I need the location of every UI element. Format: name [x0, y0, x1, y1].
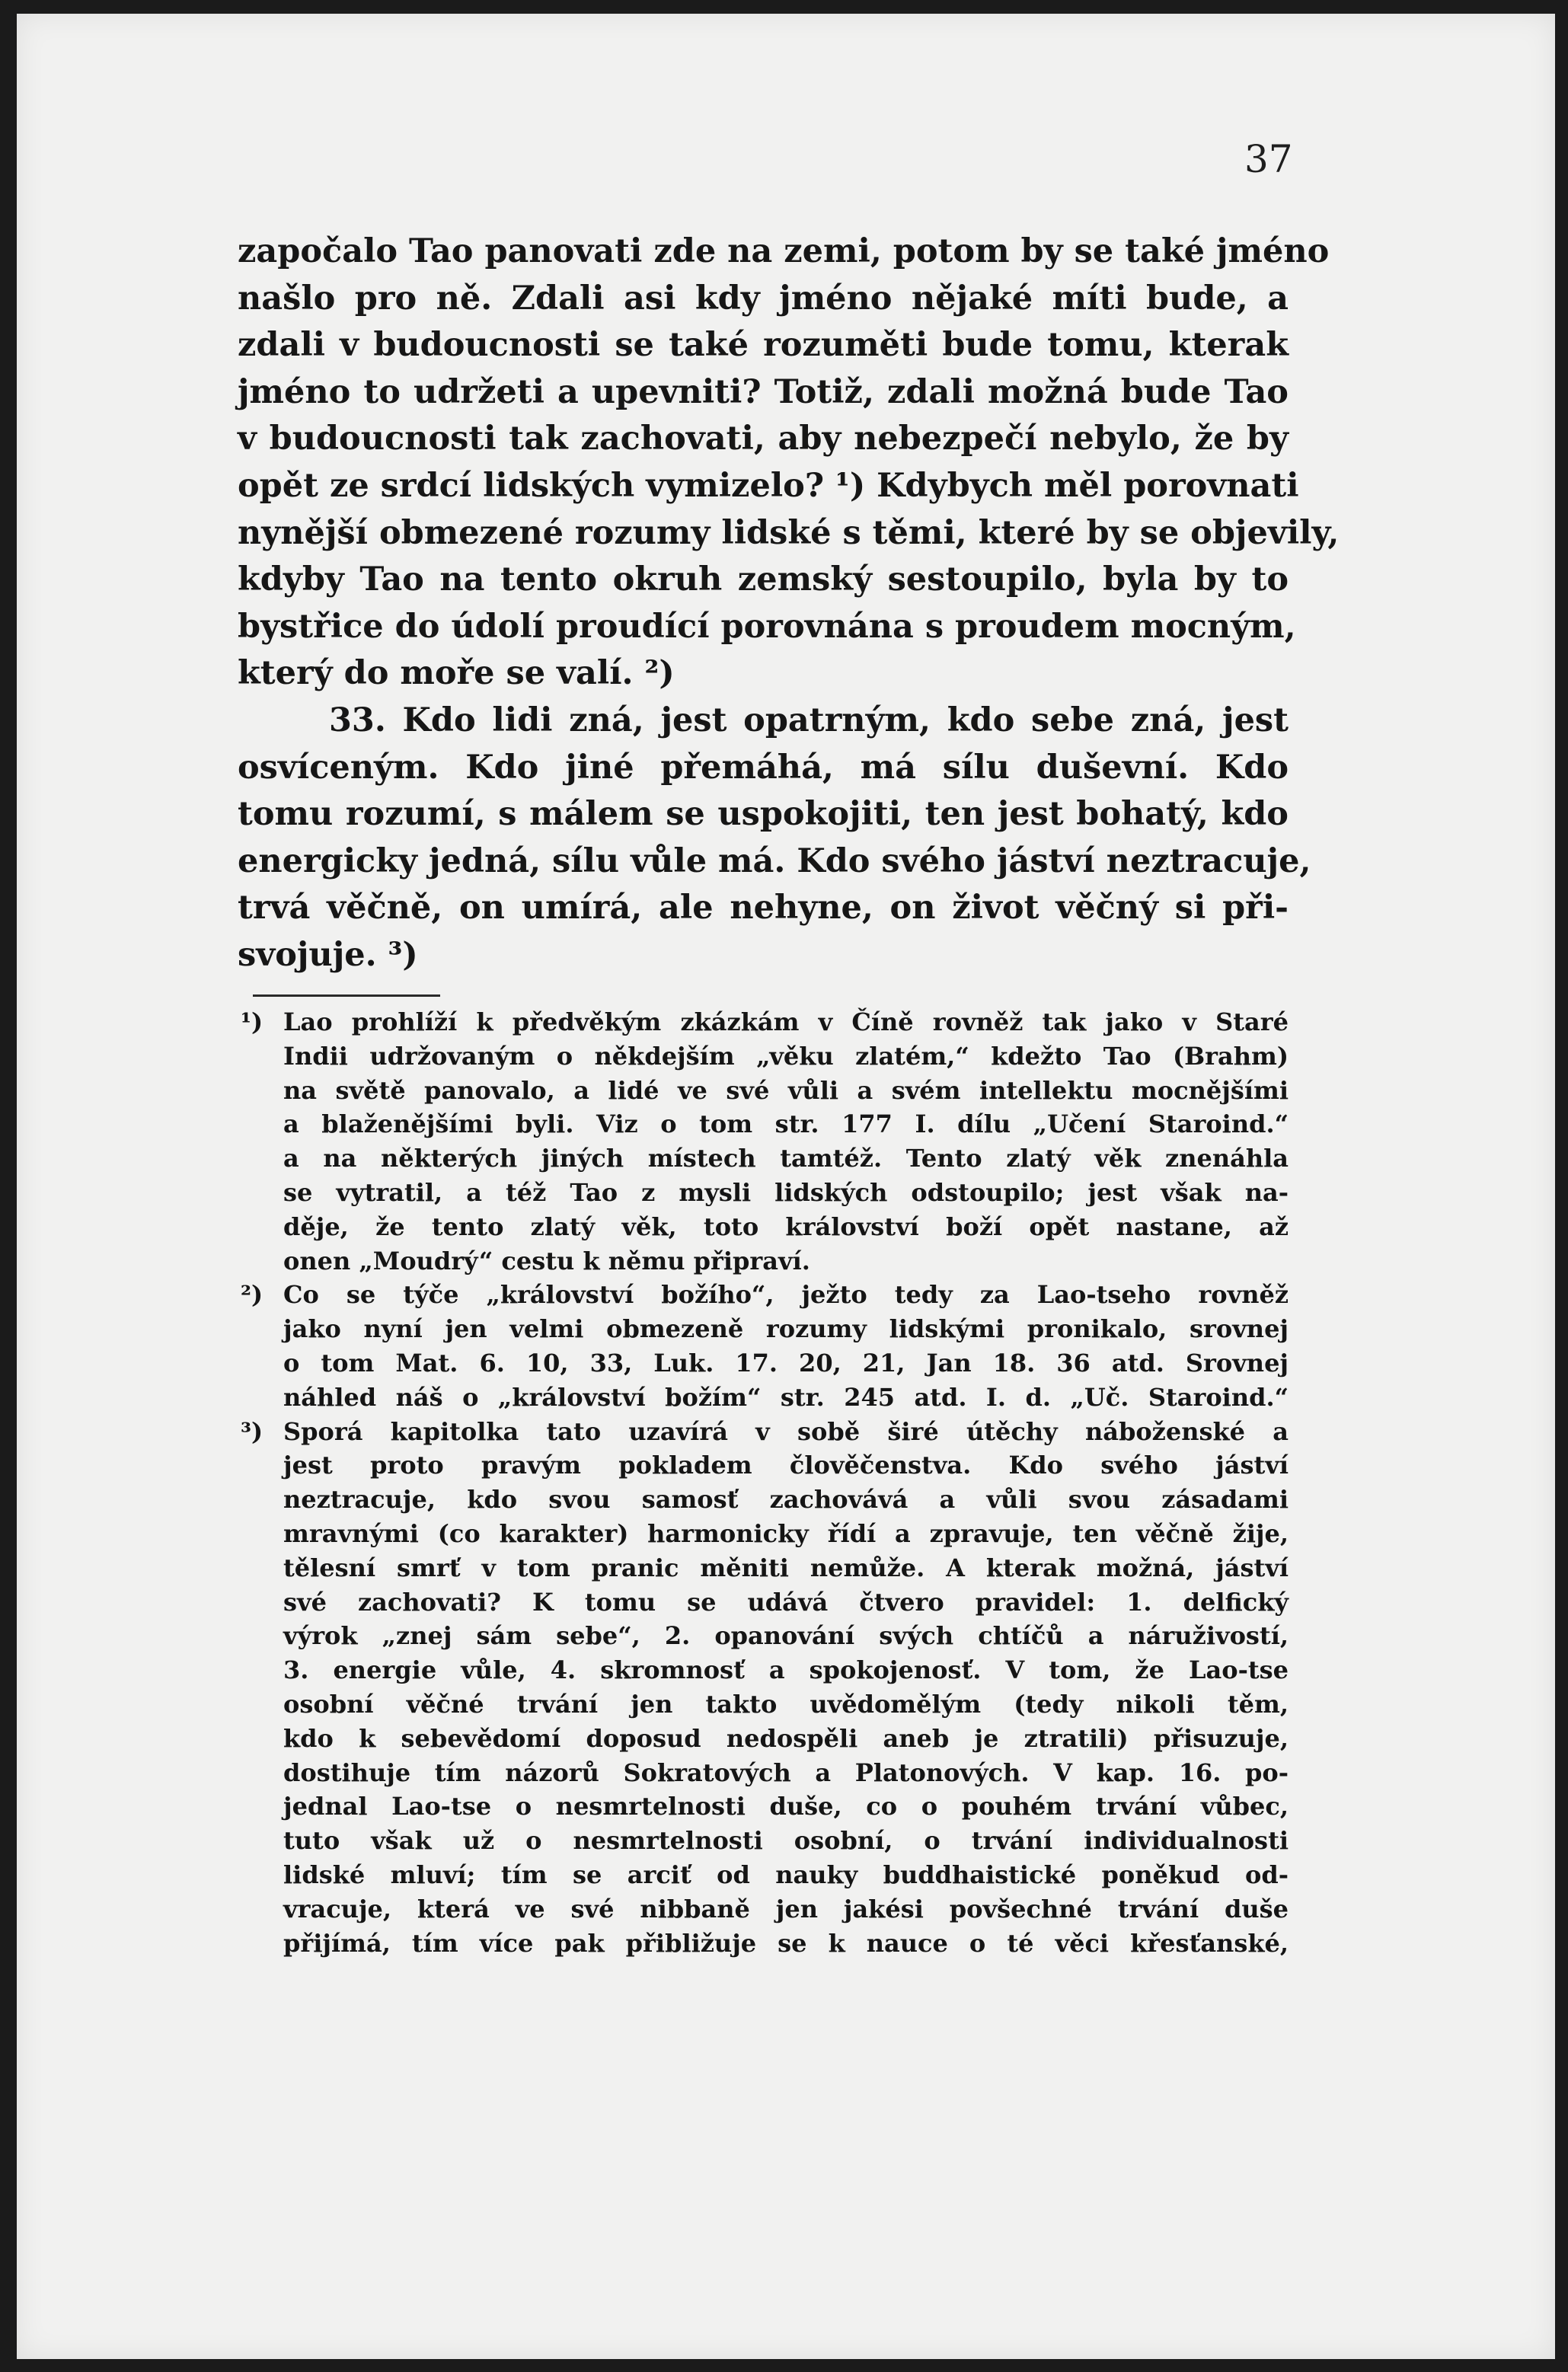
body-line: zdali v budoucnosti se také rozuměti bude tomu, kterak [238, 326, 1289, 365]
footnote-line: lidské mluví; tím se arciť od nauky buddhaistické poněkud od- [283, 1860, 1289, 1889]
footnote-mark: ³) [241, 1416, 263, 1446]
footnote-line: o tom Mat. 6. 10, 33, Luk. 17. 20, 21, Jan 18. 36 atd. Srovnej [283, 1348, 1289, 1378]
footnote-line: dostihuje tím názorů Sokratových a Platonových. V kap. 16. po- [283, 1757, 1289, 1787]
footnote-line: jako nyní jen velmi obmezeně rozumy lidskými pronikalo, srovnej [283, 1314, 1289, 1344]
footnote-line: jest proto pravým pokladem člověčenstva. Kdo svého jáství [283, 1451, 1289, 1480]
footnote-line: tuto však už o nesmrtelnosti osobní, o trvání individualnosti [283, 1826, 1289, 1856]
footnote-line: jednal Lao-tse o nesmrtelnosti duše, co o pouhém trvání vůbec, [283, 1792, 1289, 1821]
footnote-line: přijímá, tím více pak přibližuje se k nauce o té věci křesťanské, [283, 1928, 1289, 1958]
body-line: nynější obmezené rozumy lidské s těmi, které by se objevily, [238, 513, 1340, 552]
body-line: našlo pro ně. Zdali asi kdy jméno nějaké míti bude, a [238, 279, 1289, 318]
footnote-line: na světě panovalo, a lidé ve své vůli a svém intellektu mocnějšími [283, 1075, 1289, 1105]
footnote-line: kdo k sebevědomí doposud nedospěli aneb je ztratili) přisuzuje, [283, 1723, 1289, 1753]
footnote-line: onen „Moudrý“ cestu k němu připraví. [283, 1246, 810, 1275]
footnote-line: Sporá kapitolka tato uzavírá v sobě širé útěchy náboženské a [283, 1416, 1289, 1446]
body-line: který do moře se valí. ²) [238, 654, 675, 693]
footnote-line: a blaženějšími byli. Viz o tom str. 177 I. dílu „Učení Staroind.“ [283, 1109, 1289, 1139]
body-line: tomu rozumí, s málem se uspokojiti, ten jest bohatý, kdo [238, 795, 1289, 834]
page-number: 37 [1244, 137, 1293, 181]
section-33-start: 33. Kdo lidi zná, jest opatrným, kdo sebe zná, jest [329, 701, 1289, 739]
footnote-line: se vytratil, a též Tao z mysli lidských odstoupilo; jest však na- [283, 1177, 1289, 1207]
footnote-separator [253, 994, 440, 997]
footnote-line: neztracuje, kdo svou samosť zachovává a vůli svou zásadami [283, 1485, 1289, 1515]
footnotes [241, 1005, 1289, 1960]
footnote-line: Lao prohlíží k předvěkým zkázkám v Číně rovněž tak jako v Staré [283, 1007, 1289, 1036]
footnote-line: děje, že tento zlatý věk, toto království boží opět nastane, až [283, 1212, 1289, 1241]
footnote-mark: ¹) [241, 1007, 263, 1036]
book-page [17, 14, 1555, 2359]
footnote-line: a na některých jiných místech tamtéž. Tento zlatý věk znenáhla [283, 1144, 1289, 1173]
body-line: v budoucnosti tak zachovati, aby nebezpečí nebylo, že by [238, 420, 1289, 458]
footnote-line: Co se týče „království božího“, ježto tedy za Lao-tseho rovněž [283, 1280, 1289, 1310]
body-line: osvíceným. Kdo jiné přemáhá, má sílu duševní. Kdo [238, 748, 1289, 787]
footnote-line: výrok „znej sám sebe“, 2. opanování svých chtíčů a náruživostí, [283, 1621, 1289, 1651]
footnote-line: 3. energie vůle, 4. skromnosť a spokojenosť. V tom, že Lao-tse [283, 1655, 1289, 1685]
body-line: kdyby Tao na tento okruh zemský sestoupilo, byla by to [238, 560, 1289, 599]
footnote-1 [241, 1005, 1289, 1278]
body-line: svojuje. ³) [238, 935, 418, 974]
body-line: jméno to udržeti a upevniti? Totiž, zdali možná bude Tao [238, 372, 1289, 411]
body-line: trvá věčně, on umírá, ale nehyne, on život věčný si při- [238, 889, 1289, 927]
footnote-line: osobní věčné trvání jen takto uvědomělým (tedy nikoli těm, [283, 1689, 1289, 1719]
footnote-line: vracuje, která ve své nibbaně jen jakési povšechné trvání duše [283, 1894, 1289, 1923]
footnote-line: mravnými (co karakter) harmonicky řídí a zpravuje, ten věčně žije, [283, 1518, 1289, 1548]
body-line: energicky jedná, sílu vůle má. Kdo svého jáství neztracuje, [238, 841, 1311, 880]
footnote-line: náhled náš o „království božím“ str. 245 atd. I. d. „Uč. Staroind.“ [283, 1382, 1289, 1412]
footnote-line: Indii udržovaným o někdejším „věku zlatém,“ kdežto Tao (Brahm) [283, 1041, 1289, 1071]
body-line: bystřice do údolí proudící porovnána s proudem mocným, [238, 607, 1296, 646]
footnote-line: své zachovati? K tomu se udává čtvero pravidel: 1. delfický [283, 1587, 1289, 1617]
body-line: opět ze srdcí lidských vymizelo? ¹) Kdybych měl porovnati [238, 466, 1299, 505]
body-line: započalo Tao panovati zde na zemi, potom by se také jméno [238, 232, 1330, 270]
footnote-line: tělesní smrť v tom pranic měniti nemůže. A kterak možná, jáství [283, 1553, 1289, 1582]
main-text [238, 228, 1340, 979]
footnote-3 [241, 1415, 1289, 1961]
footnote-mark: ²) [241, 1280, 263, 1310]
footnote-2 [241, 1278, 1289, 1414]
